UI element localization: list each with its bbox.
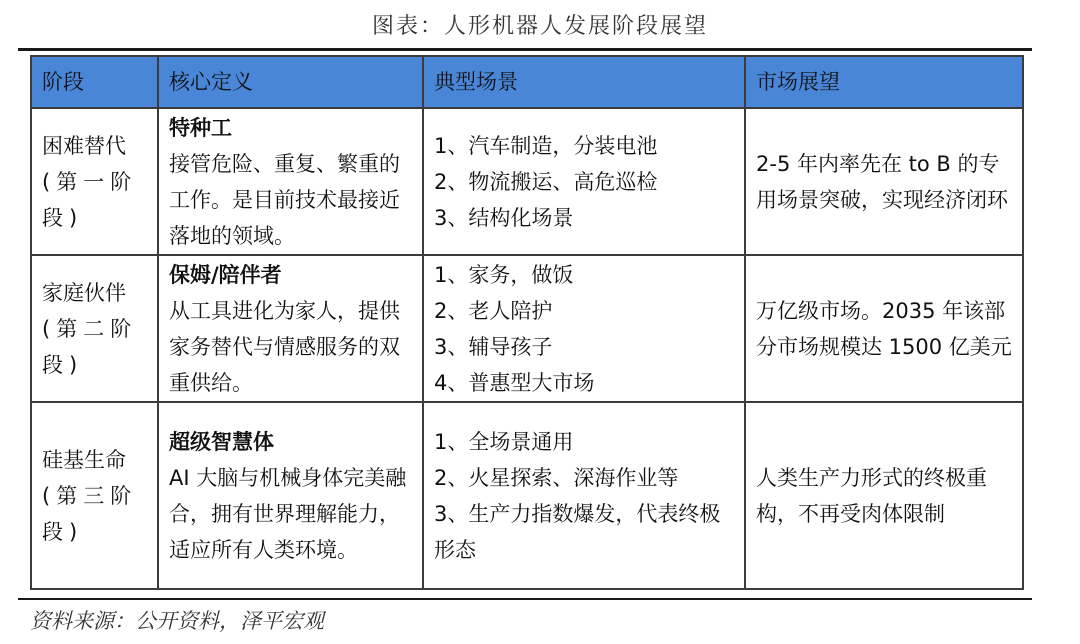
outlook-cell xyxy=(745,402,1023,589)
scenes-cell xyxy=(423,402,745,589)
definition-title: 超级智慧体 xyxy=(169,429,274,454)
stage-table xyxy=(30,55,1024,590)
scene-item: 3、生产力指数爆发，代表终极形态 xyxy=(434,501,721,562)
scene-list xyxy=(434,424,734,568)
stage-sub: (第一阶段) xyxy=(42,169,138,230)
top-rule xyxy=(18,48,1032,51)
stage-cell xyxy=(31,108,158,255)
header-definition: 核心定义 xyxy=(158,56,423,108)
scene-item: 2、物流搬运、高危巡检 xyxy=(434,169,658,194)
definition-text: 接管危险、重复、繁重的工作。是目前技术最接近落地的领域。 xyxy=(169,151,400,248)
source-note: 资料来源：公开资料，泽平宏观 xyxy=(30,609,324,633)
scene-item: 1、全场景通用 xyxy=(434,429,574,454)
bottom-rule xyxy=(18,598,1032,600)
table-title: 图表：人形机器人发展阶段展望 xyxy=(371,14,708,39)
scene-item: 2、火星探索、深海作业等 xyxy=(434,465,679,490)
definition-text: AI 大脑与机械身体完美融合，拥有世界理解能力，适应所有人类环境。 xyxy=(169,465,407,562)
outlook-text: 人类生产力形式的终极重构，不再受肉体限制 xyxy=(756,465,987,526)
stage-sub: (第三阶段) xyxy=(42,483,138,544)
definition-title: 特种工 xyxy=(169,115,232,140)
header-outlook: 市场展望 xyxy=(745,56,1023,108)
stage-name: 困难替代 xyxy=(42,133,126,158)
definition-text: 从工具进化为家人，提供家务替代与情感服务的双重供给。 xyxy=(169,298,400,395)
header-stage: 阶段 xyxy=(31,56,158,108)
outlook-cell xyxy=(745,255,1023,402)
outlook-text: 万亿级市场。2035 年该部分市场规模达 1500 亿美元 xyxy=(756,298,1012,359)
table-row xyxy=(31,108,1023,255)
scene-item: 1、汽车制造，分装电池 xyxy=(434,133,658,158)
stage-cell xyxy=(31,402,158,589)
stage-sub: (第二阶段) xyxy=(42,316,138,377)
scenes-cell xyxy=(423,255,745,402)
definition-title: 保姆/陪伴者 xyxy=(169,262,282,287)
scene-item: 3、辅导孩子 xyxy=(434,334,553,359)
outlook-cell xyxy=(745,108,1023,255)
scene-list xyxy=(434,257,734,401)
table-row xyxy=(31,255,1023,402)
stage-name: 家庭伙伴 xyxy=(42,280,126,305)
table-row xyxy=(31,402,1023,589)
outlook-text: 2-5 年内率先在 to B 的专用场景突破，实现经济闭环 xyxy=(756,151,1008,212)
scene-list xyxy=(434,128,734,236)
scene-item: 3、结构化场景 xyxy=(434,205,574,230)
stage-name: 硅基生命 xyxy=(42,447,126,472)
stage-cell xyxy=(31,255,158,402)
header-scenes: 典型场景 xyxy=(423,56,745,108)
header-row xyxy=(31,56,1023,108)
definition-cell xyxy=(158,255,423,402)
scene-item: 4、普惠型大市场 xyxy=(434,370,595,395)
scene-item: 2、老人陪护 xyxy=(434,298,553,323)
scenes-cell xyxy=(423,108,745,255)
definition-cell xyxy=(158,402,423,589)
scene-item: 1、家务，做饭 xyxy=(434,262,574,287)
definition-cell xyxy=(158,108,423,255)
